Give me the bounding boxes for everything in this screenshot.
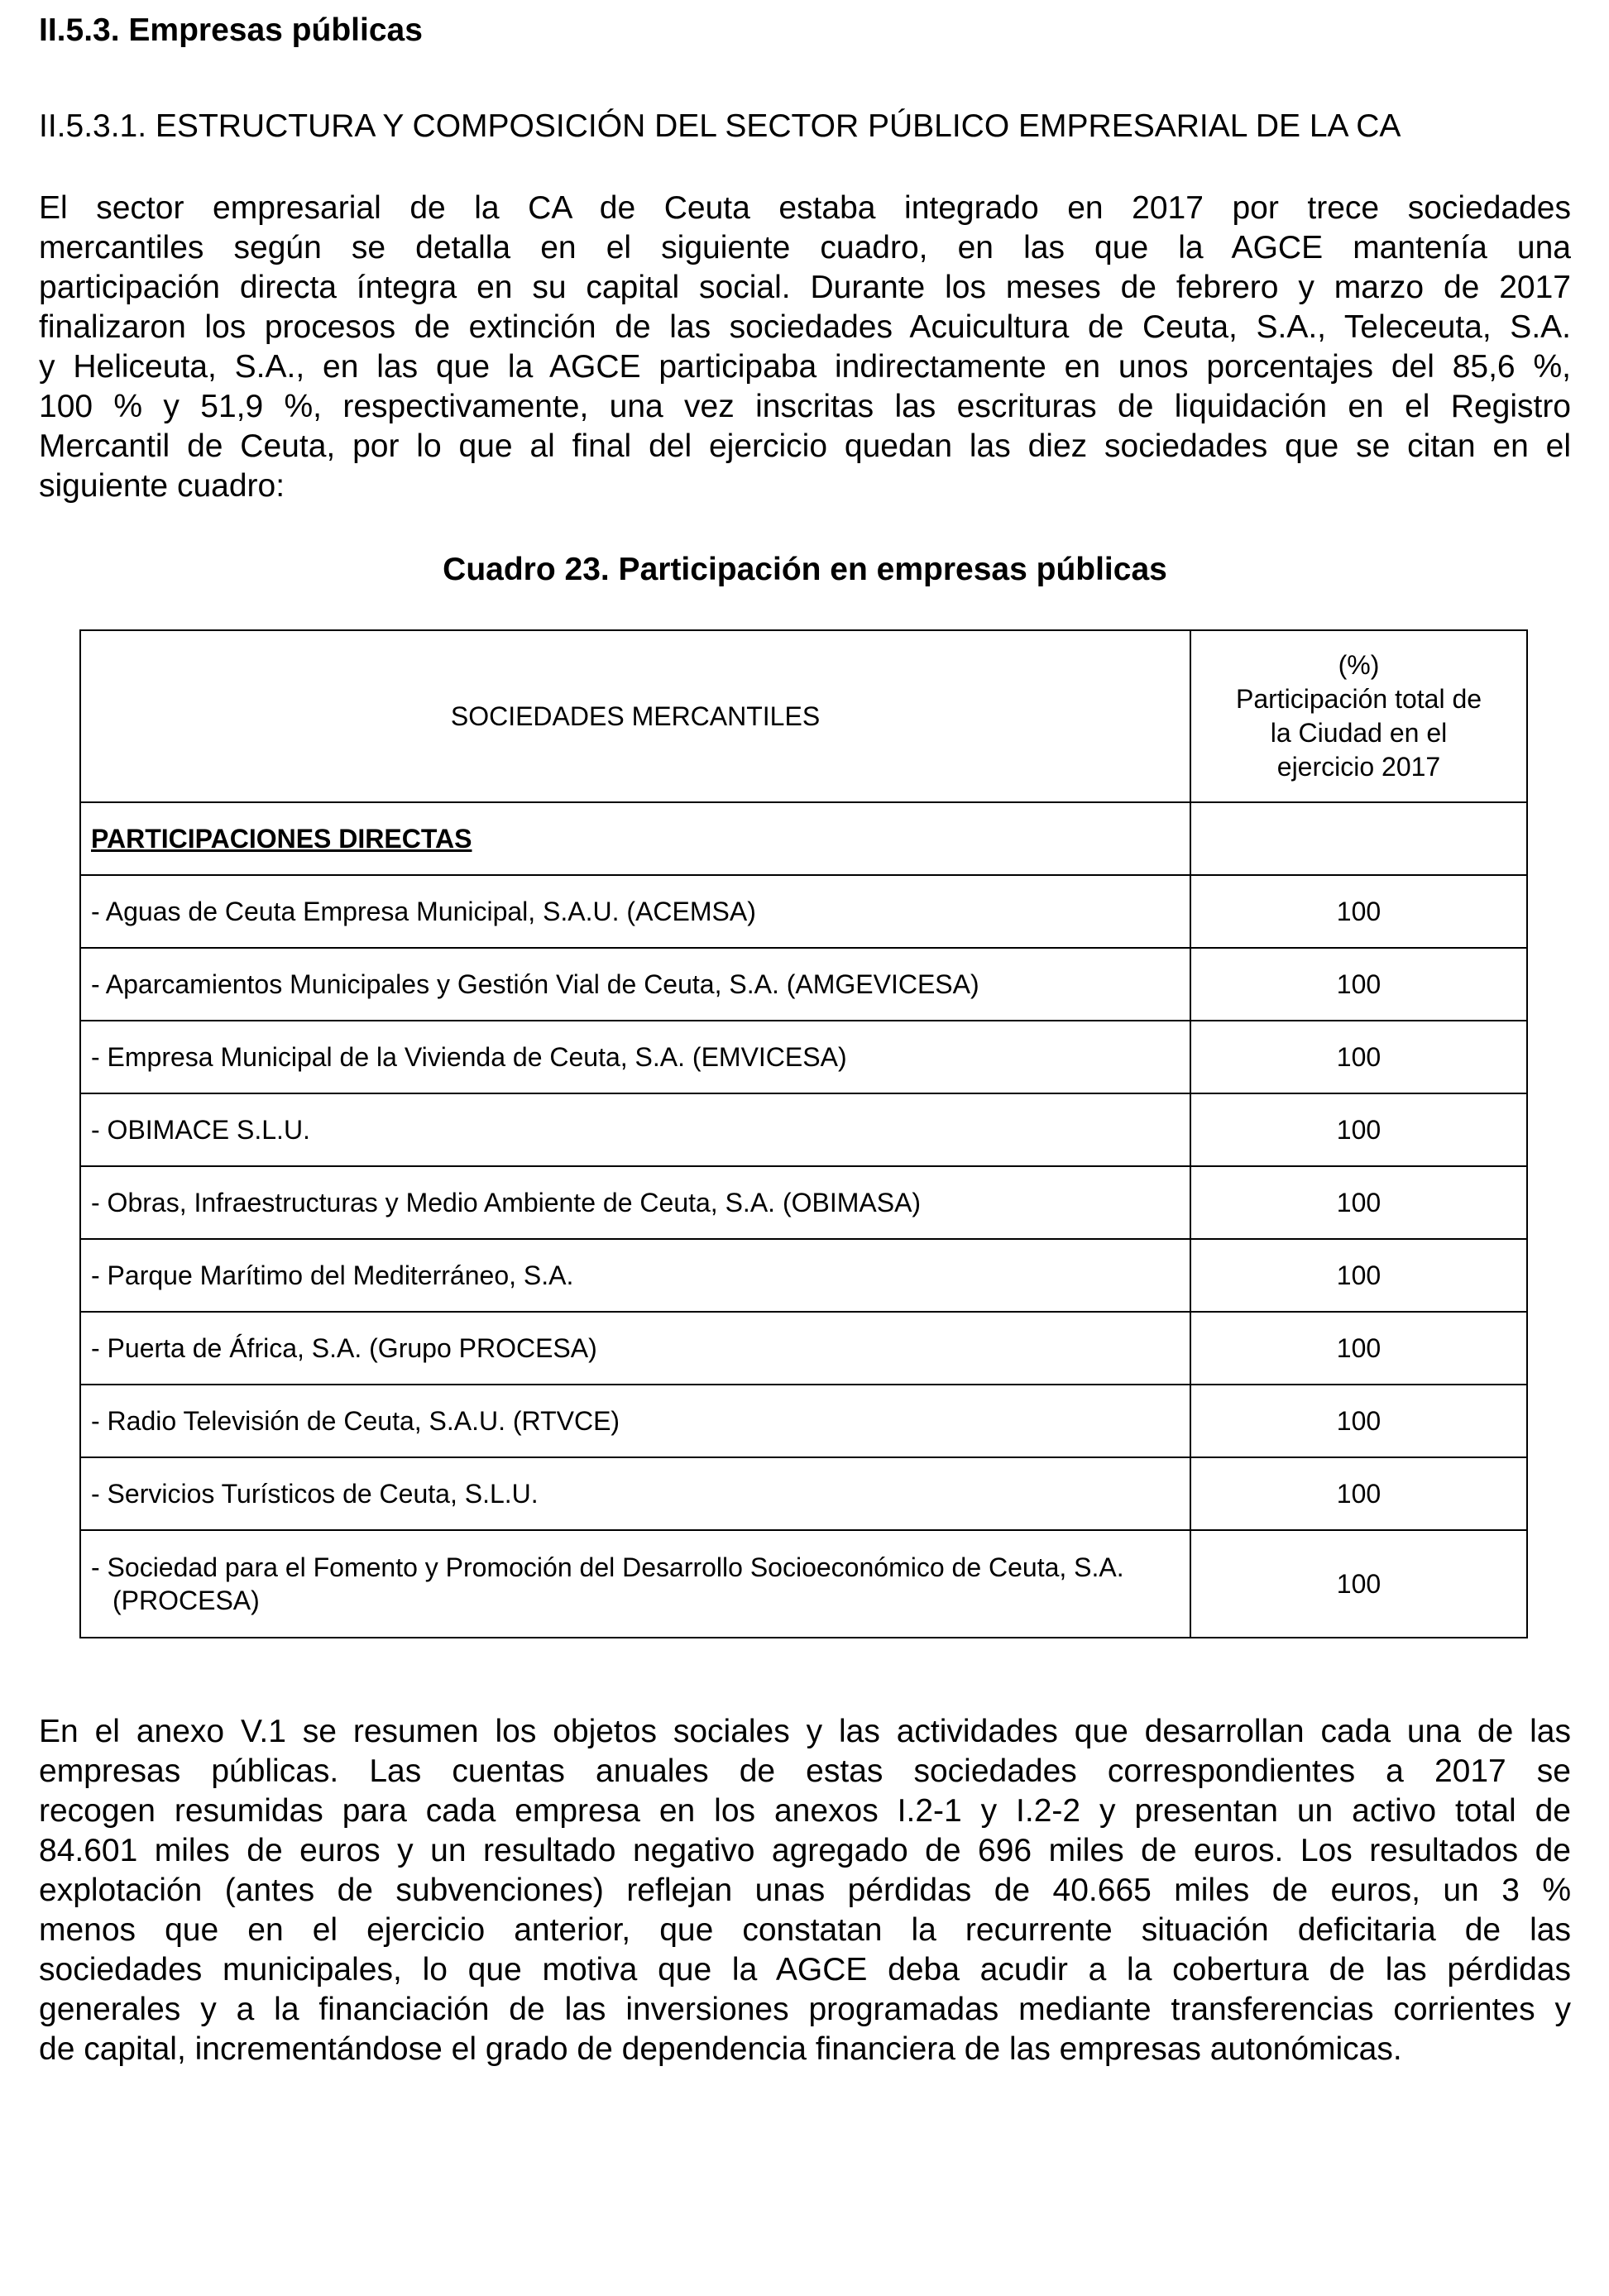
header-line: Participación total de — [1235, 684, 1482, 714]
paragraph-line: El sector empresarial de la CA de Ceuta estaba integrado en 2017 por trece sociedades — [39, 190, 1571, 226]
participation-value: 100 — [1190, 1166, 1527, 1239]
paragraph-line: sociedades municipales, lo que motiva que la AGCE deba acudir a la cobertura de las pérdidas — [39, 1952, 1571, 1987]
paragraph-line: 84.601 miles de euros y un resultado negativo agregado de 696 miles de euros. Los resultados de — [39, 1833, 1571, 1868]
empty-cell — [1190, 802, 1527, 875]
company-name: - Empresa Municipal de la Vivienda de Ceuta, S.A. (EMVICESA) — [80, 1021, 1190, 1093]
paragraph-intro — [39, 189, 1571, 506]
section-heading: II.5.3. Empresas públicas — [39, 12, 423, 48]
paragraph-line: y Heliceuta, S.A., en las que la AGCE participaba indirectamente en unos porcentajes del 85,6 %, — [39, 349, 1571, 385]
table-row — [80, 1312, 1527, 1385]
company-name: - Radio Televisión de Ceuta, S.A.U. (RTVCE) — [80, 1385, 1190, 1457]
table-row — [80, 1093, 1527, 1166]
table-header-row — [80, 630, 1527, 802]
participation-value: 100 — [1190, 875, 1527, 948]
paragraph-line: de capital, incrementándose el grado de dependencia financiera de las empresas autonómicas. — [39, 2031, 1402, 2067]
participation-value: 100 — [1190, 1385, 1527, 1457]
paragraph-line: participación directa íntegra en su capital social. Durante los meses de febrero y marzo de 2017 — [39, 270, 1571, 305]
subsection-heading: II.5.3.1. ESTRUCTURA Y COMPOSICIÓN DEL SECTOR PÚBLICO EMPRESARIAL DE LA CA — [39, 108, 1401, 144]
company-name: - Parque Marítimo del Mediterráneo, S.A. — [80, 1239, 1190, 1312]
paragraph-line: generales y a la financiación de las inversiones programadas mediante transferencias corrientes y — [39, 1992, 1571, 2027]
participation-value: 100 — [1190, 1312, 1527, 1385]
paragraph-line: 100 % y 51,9 %, respectivamente, una vez inscritas las escrituras de liquidación en el Registro — [39, 389, 1571, 424]
table-row — [80, 948, 1527, 1021]
paragraph-line: empresas públicas. Las cuentas anuales de estas sociedades correspondientes a 2017 se — [39, 1753, 1571, 1789]
column-header-companies: SOCIEDADES MERCANTILES — [80, 630, 1190, 802]
table-row — [80, 1021, 1527, 1093]
participation-value: 100 — [1190, 948, 1527, 1021]
company-name: - Puerta de África, S.A. (Grupo PROCESA) — [80, 1312, 1190, 1385]
company-name: - Aguas de Ceuta Empresa Municipal, S.A.U. (ACEMSA) — [80, 875, 1190, 948]
column-header-participation — [1190, 630, 1527, 802]
participation-value: 100 — [1190, 1093, 1527, 1166]
table-caption: Cuadro 23. Participación en empresas públicas — [443, 552, 1167, 587]
header-line: ejercicio 2017 — [1276, 752, 1441, 782]
table-section-row — [80, 802, 1527, 875]
header-line: la Ciudad en el — [1270, 718, 1448, 748]
paragraph-line: explotación (antes de subvenciones) reflejan unas pérdidas de 40.665 miles de euros, un 3 % — [39, 1873, 1571, 1908]
paragraph-line: menos que en el ejercicio anterior, que constatan la recurrente situación deficitaria de las — [39, 1912, 1571, 1948]
participation-value: 100 — [1190, 1239, 1527, 1312]
participation-value: 100 — [1190, 1021, 1527, 1093]
company-name: - Servicios Turísticos de Ceuta, S.L.U. — [80, 1457, 1190, 1530]
paragraph-line: finalizaron los procesos de extinción de las sociedades Acuicultura de Ceuta, S.A., Teleceuta, S.A. — [39, 309, 1571, 345]
header-line: (%) — [1338, 650, 1380, 680]
section-label: PARTICIPACIONES DIRECTAS — [91, 823, 472, 854]
table-row — [80, 1239, 1527, 1312]
participation-value: 100 — [1190, 1457, 1527, 1530]
paragraph-line: siguiente cuadro: — [39, 468, 285, 504]
participation-value: 100 — [1190, 1530, 1527, 1638]
paragraph-line: mercantiles según se detalla en el siguiente cuadro, en las que la AGCE mantenía una — [39, 230, 1571, 265]
participation-table — [79, 629, 1528, 1638]
paragraph-line: En el anexo V.1 se resumen los objetos sociales y las actividades que desarrollan cada una de las — [39, 1714, 1571, 1749]
table-row — [80, 1530, 1527, 1638]
table-row — [80, 1385, 1527, 1457]
table-row — [80, 875, 1527, 948]
paragraph-line: Mercantil de Ceuta, por lo que al final del ejercicio quedan las diez sociedades que se citan en el — [39, 428, 1571, 464]
paragraph-line: recogen resumidas para cada empresa en los anexos I.2-1 y I.2-2 y presentan un activo total de — [39, 1793, 1571, 1829]
company-name: - Sociedad para el Fomento y Promoción del Desarrollo Socioeconómico de Ceuta, S.A. (PROCESA) — [91, 1552, 1124, 1615]
company-name: - Aparcamientos Municipales y Gestión Vial de Ceuta, S.A. (AMGEVICESA) — [80, 948, 1190, 1021]
paragraph-summary — [39, 1712, 1571, 2069]
table-row — [80, 1457, 1527, 1530]
company-name: - Obras, Infraestructuras y Medio Ambiente de Ceuta, S.A. (OBIMASA) — [80, 1166, 1190, 1239]
company-name: - OBIMACE S.L.U. — [80, 1093, 1190, 1166]
table-row — [80, 1166, 1527, 1239]
